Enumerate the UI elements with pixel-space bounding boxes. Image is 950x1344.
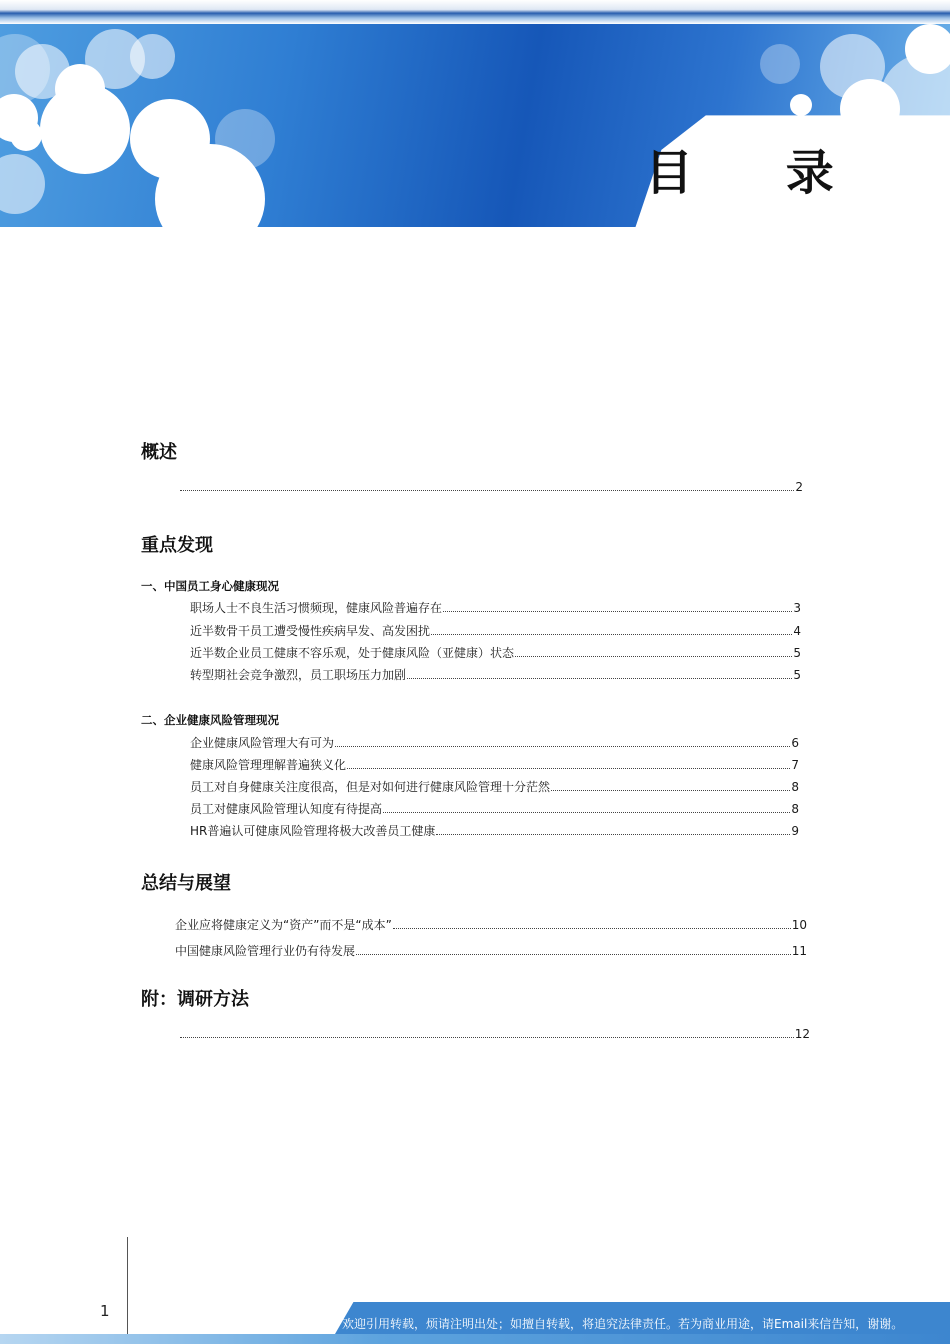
toc-entry[interactable]: [190, 823, 799, 839]
toc-entry-text: 企业应将健康定义为“资产”而不是“成本”: [175, 918, 392, 932]
toc-entry-text: 员工对健康风险管理认知度有待提高: [190, 802, 383, 816]
toc-entry[interactable]: [190, 600, 801, 616]
toc-entry[interactable]: [190, 667, 801, 683]
group-heading: 二、企业健康风险管理现况: [141, 713, 279, 727]
toc-entry-text: 员工对自身健康关注度很高，但是对如何进行健康风险管理十分茫然: [190, 780, 551, 794]
bubble-decoration: [790, 94, 812, 116]
toc-entry-text: 转型期社会竞争激烈，员工职场压力加剧: [190, 668, 407, 682]
toc-entry[interactable]: [179, 479, 803, 495]
dot-leader: [515, 645, 792, 657]
dot-leader: [436, 823, 790, 835]
footer-notice: 欢迎引用转载，烦请注明出处；如擅自转载，将追究法律责任。若为商业用途，请Email来信告知，谢谢。: [342, 1317, 904, 1331]
section-heading: 重点发现: [141, 535, 213, 556]
toc-page-number: 7: [791, 758, 799, 772]
toc-entry-text: HR普遍认可健康风险管理将极大改善员工健康: [190, 824, 436, 838]
toc-entry[interactable]: [190, 779, 799, 795]
bubble-decoration: [760, 44, 800, 84]
dot-leader: [443, 600, 792, 612]
toc-entry[interactable]: [175, 917, 807, 933]
page-number: 1: [100, 1302, 110, 1320]
toc-entry[interactable]: [175, 943, 807, 959]
toc-page-number: 9: [791, 824, 799, 838]
dot-leader: [383, 801, 790, 813]
bubble-decoration: [215, 109, 275, 169]
toc-page-number: 5: [793, 646, 801, 660]
toc-page-number: 12: [794, 1027, 810, 1041]
page-title: 目 录: [645, 145, 872, 201]
toc-page-number: 8: [791, 780, 799, 794]
bubble-decoration: [0, 154, 45, 214]
dot-leader: [393, 917, 791, 929]
toc-entry-text: 企业健康风险管理大有可为: [190, 736, 335, 750]
toc-page-number: 4: [793, 624, 801, 638]
toc-entry-text: 近半数骨干员工遭受慢性疾病早发、高发困扰: [190, 624, 431, 638]
dot-leader: [407, 667, 792, 679]
dot-leader: [335, 735, 790, 747]
group-heading: 一、中国员工身心健康现况: [141, 579, 279, 593]
toc-page-number: 6: [791, 736, 799, 750]
footer-bar: [0, 1334, 950, 1344]
toc-entry[interactable]: [190, 623, 801, 639]
toc-page-number: 8: [791, 802, 799, 816]
toc-page-number: 2: [795, 480, 803, 494]
section-heading: 概述: [141, 442, 177, 463]
dot-leader: [347, 757, 790, 769]
dot-leader: [180, 1026, 794, 1038]
section-heading: 总结与展望: [141, 873, 231, 894]
toc-page-number: 3: [793, 601, 801, 615]
section-heading: 附：调研方法: [141, 989, 249, 1010]
dot-leader: [431, 623, 792, 635]
toc-entry[interactable]: [179, 1026, 810, 1042]
toc-page-number: 5: [793, 668, 801, 682]
bubble-decoration: [40, 84, 130, 174]
top-decorative-strip: [0, 0, 950, 24]
toc-entry[interactable]: [190, 645, 801, 661]
dot-leader: [180, 479, 794, 491]
toc-entry-text: 中国健康风险管理行业仍有待发展: [175, 944, 356, 958]
toc-entry-text: 职场人士不良生活习惯频现，健康风险普遍存在: [190, 601, 443, 615]
toc-entry[interactable]: [190, 757, 799, 773]
toc-entry[interactable]: [190, 735, 799, 751]
dot-leader: [356, 943, 791, 955]
dot-leader: [551, 779, 790, 791]
bubble-decoration: [130, 34, 175, 79]
footer-vertical-rule: [127, 1237, 128, 1335]
toc-page-number: 10: [791, 918, 807, 932]
toc-page-number: 11: [791, 944, 807, 958]
toc-entry-text: 近半数企业员工健康不容乐观，处于健康风险（亚健康）状态: [190, 646, 515, 660]
bubble-decoration: [10, 119, 42, 151]
toc-entry-text: 健康风险管理理解普遍狭义化: [190, 758, 347, 772]
toc-entry[interactable]: [190, 801, 799, 817]
